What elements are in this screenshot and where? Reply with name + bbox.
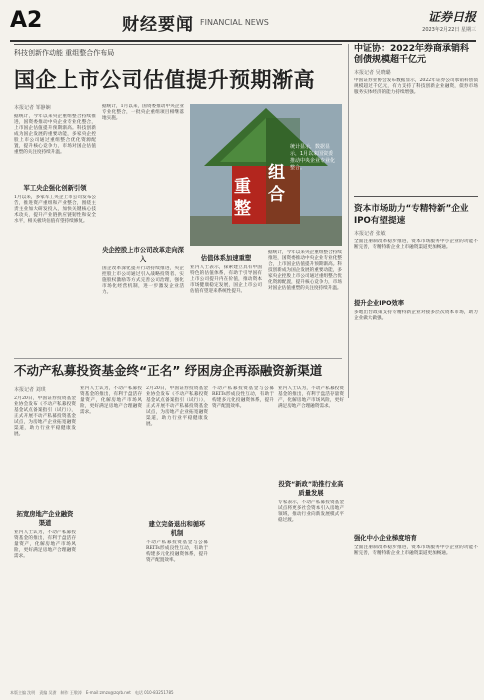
- bottom-subhead-2: 建立完备退出和循环机制: [148, 521, 206, 537]
- bottom-byline: 本报记者 刘琪: [14, 387, 46, 393]
- bottom-body-2b: 业内人士认为，不动产私募投资基金的推出，有利于盘活存量资产，化解房地产市场风险，更好满足房地产合理融资需求。: [80, 386, 142, 415]
- arrow-sign-illustration: [190, 104, 342, 246]
- bottom-headline: 不动产私募投资基金终“正名” 纾困房企再添融资新渠道: [14, 363, 323, 378]
- bottom-column-1: [14, 386, 76, 684]
- right-story-2-byline: 本报记者 张敏: [354, 231, 386, 237]
- section-title: 财经要闻: [122, 15, 194, 35]
- sign-char-3: 整: [234, 199, 251, 219]
- bottom-body-3: 不动产私募投资基金与公募REITs形成良性互动，有助于构建多元化投融资体系，提升资产配置效率。: [146, 540, 208, 563]
- column-divider: [348, 44, 349, 398]
- right-column: [354, 44, 478, 631]
- bottom-divider: [14, 358, 342, 359]
- lead-headline: 国企上市公司估值提升预期渐高: [14, 68, 315, 92]
- sign-char-1: 重: [234, 177, 251, 197]
- right-story-2-headline: 资本市场助力“专精特新”企业IPO有望提速: [354, 204, 469, 226]
- right-story-2-body-1: 全面注册制改革稳步推进，资本市场服务中小企业的功能不断完善，专精特新企业上市融资渠道更加畅通。: [354, 239, 478, 250]
- right-story-2-body-2: 多地出台政策支持专精特新企业对接多层次资本市场，助力企业做大做强。: [354, 310, 478, 321]
- bottom-subhead-3: 投资“新政”助推行业高质量发展: [278, 481, 344, 497]
- bottom-body-4a: 不动产私募投资基金与公募REITs形成良性互动，有助于构建多元化投融资体系，提升资产配置效率。: [212, 386, 274, 409]
- bottom-body-1: 2月20日，中国证券投资基金业协会发布《不动产私募投资基金试点备案指引（试行）》，正式开展不动产私募投资基金试点，为房地产企业拓宽融资渠道，助力行业平稳健康发展。: [14, 396, 76, 437]
- lead-subhead-1: 军工央企强化创新引领: [23, 185, 87, 192]
- bottom-body-3a: 2月20日，中国证券投资基金业协会发布《不动产私募投资基金试点备案指引（试行）》，正式开展不动产私募投资基金试点，为房地产企业拓宽融资渠道，助力行业平稳健康发展。: [146, 386, 208, 427]
- section-title-en: FINANCIAL NEWS: [200, 18, 269, 27]
- lead-body-2: 国企改革深化提升行动持续推进，央企控股上市公司通过引入战略投资者、实施股权激励等方式完善公司治理，强化市场化经营机制，进一步激发企业活力。: [102, 266, 184, 295]
- bottom-body-2: 业内人士认为，不动产私募投资基金的推出，有利于盘活存量资产，化解房地产市场风险，更好满足房地产合理融资需求。: [14, 530, 76, 559]
- lead-column-1: [14, 104, 96, 350]
- lead-image: [190, 104, 342, 246]
- right-story-1-byline: 本报记者 吴晓璐: [354, 70, 391, 76]
- lead-story: [14, 44, 342, 94]
- bottom-body-4: 专家表示，不动产私募投资基金试点将更多社会资本引入房地产领域，推动行业向新发展模式平稳过渡。: [278, 500, 344, 523]
- footer: 本版主编 沈明 责编 吴澍 制作 王敬涛 E-mail:zmzx@zqrb.net 电话 010-83251785: [10, 690, 174, 695]
- paper-name: 证券日报: [427, 10, 476, 24]
- lead-body-1: 1月以来，多家军工央企上市公司发布公告，推进资产重组和产业整合，围绕主责主业加大研发投入，加快关键核心技术攻关，提升产业链供应链韧性和安全水平，相关板块估值有望持续修复。: [14, 195, 96, 224]
- sign-char-2: 组: [268, 163, 285, 183]
- bottom-column-5: [278, 386, 344, 684]
- bottom-column-2: [80, 386, 142, 684]
- lead-kicker: 科技创新作动能 重组整合作布局: [14, 44, 342, 58]
- lead-column-2: [102, 104, 184, 350]
- right-story-1-headline: 中证协：2022年券商承销科创债规模超千亿元: [354, 44, 470, 65]
- lead-byline: 本报记者 邹静娴: [14, 105, 51, 111]
- image-overlay-text: 统计显示，数据显示，1月以来国资委推动中央企业专业化整合。: [290, 144, 336, 171]
- lead-column-3: [190, 250, 262, 350]
- lead-body-4: 据统计，今年以来央企重组整合持续推进，国资委推动中央企业专业化整合，上市国企估值提升预期渐高。科技创新成为国企发展的重要动能，多家央企控股上市公司通过重组整合优化资源配置，提升核心竞争力，市场对国企估值重塑的关注度持续升温。: [268, 250, 342, 291]
- right-story-2-body-3: 全面注册制改革稳步推进，资本市场服务中小企业的功能不断完善，专精特新企业上市融资渠道更加畅通。: [354, 545, 478, 556]
- bottom-column-4: [212, 386, 274, 684]
- lead-subhead-2: 央企控股上市公司改革走向深入: [102, 247, 184, 263]
- lead-column-4: [268, 250, 342, 350]
- right-story-2-subhead-2: 强化中小企业梯度培育: [354, 535, 417, 542]
- masthead: [10, 6, 476, 42]
- bottom-subhead-1: 拓宽房地产企业融资渠道: [16, 511, 74, 527]
- lead-subhead-3: 估值体系加速重塑: [200, 255, 252, 262]
- date-line: 2023年2月22日 星期三: [422, 27, 476, 33]
- lead-intro: 据统计，今年以来央企重组整合持续推进，国资委推动中央企业专业化整合，上市国企估值提升预期渐高。科技创新成为国企发展的重要动能，多家央企控股上市公司通过重组整合优化资源配置，提升核心竞争力，市场对国企估值重塑的关注度持续升温。: [14, 114, 96, 155]
- lead-caption: 据统计，1月以来，国资委推动中央企业专业化整合，一批央企重组项目相继落地实施。: [102, 104, 184, 121]
- bottom-body-5a: 业内人士认为，不动产私募投资基金的推出，有利于盘活存量资产，化解房地产市场风险，更好满足房地产合理融资需求。: [278, 386, 344, 409]
- bottom-column-3: [146, 386, 208, 684]
- right-story-2-subhead-1: 提升企业IPO效率: [354, 300, 405, 307]
- right-story-1-body: 中国证券业协会发布数据显示，2022年证券公司承销科创债规模超过千亿元，有力支持了科技创新企业融资，债券市场服务实体经济的能力持续增强。: [354, 78, 478, 95]
- page-number: A2: [10, 8, 43, 33]
- bottom-story-header: [14, 362, 344, 380]
- lead-body-3: 业内人士表示，探索建立具有中国特色的估值体系，有助于引导国有上市公司提升内在价值，推动资本市场健康稳定发展，国企上市公司估值有望迎来系统性提升。: [190, 265, 262, 294]
- sign-char-4: 合: [268, 185, 285, 205]
